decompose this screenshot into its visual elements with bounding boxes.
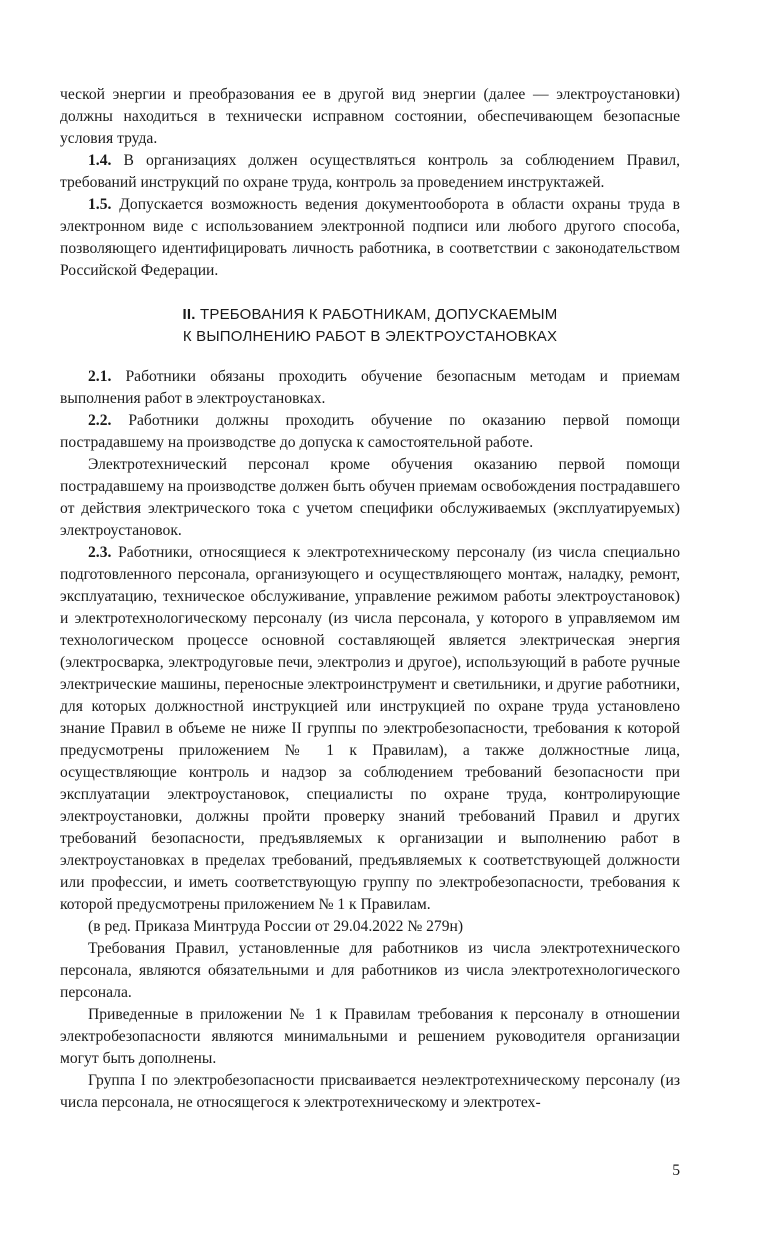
section-heading	[60, 304, 680, 348]
paragraph-text: ческой энергии и преобразования ее в другой вид энергии (далее — электроустановки) должны находиться в технически исправном состоянии, обеспечивающем безопасные условия труда.	[60, 86, 680, 147]
paragraph-1-4	[60, 150, 680, 194]
paragraph-2-2	[60, 410, 680, 454]
paragraph-text: Приведенные в приложении № 1 к Правилам требования к персоналу в отношении электробезопасности являются минимальными и решением руководителя организации могут быть дополнены.	[60, 1006, 680, 1067]
paragraph-text: Работники обязаны проходить обучение безопасным методам и приемам выполнения работ в электроустановках.	[60, 368, 680, 407]
paragraph-text: Электротехнический персонал кроме обучения оказанию первой помощи пострадавшему на производстве должен быть обучен приемам освобождения пострадавшего от действия электрического тока с учетом специфики обслуживаемых (эксплуатируемых) электроустановок.	[60, 456, 680, 539]
paragraph-amendment-note	[60, 916, 680, 938]
paragraph-continuation	[60, 84, 680, 150]
paragraph-text: Работники, относящиеся к электротехническому персоналу (из числа специально подготовленного персонала, организующего и осуществляющего монтаж, наладку, ремонт, эксплуатацию, техническое обслуживание, управление режимом работы электроустановок) и электротехнологическому персоналу (из числа персонала, у которого в управляемом им технологическом процессе основной составляющей является электрическая энергия (электросварка, электродуговые печи, электролиз и другое), использующий в работе ручные электрические машины, переносные электроинструмент и светильники, и другие работники, для которых должностной инструкцией или инструкцией по охране труда установлено знание Правил в объеме не ниже II группы по электробезопасности, требования к которой предусмотрены приложением № 1 к Правилам), а также должностные лица, осуществляющие контроль и надзор за соблюдением требований безопасности при эксплуатации электроустановок, специалисты по охране труда, контролирующие электроустановки, должны пройти проверку знаний требований Правил и других требований безопасности, предъявляемых к организации и выполнению работ в электроустановках в пределах требований, предъявляемых к соответствующей должности или профессии, и иметь соответствующую группу по электробезопасности, требования к которой предусмотрены приложением № 1 к Правилам.	[60, 544, 680, 913]
paragraph-text: Работники должны проходить обучение по оказанию первой помощи пострадавшему на производстве до допуска к самостоятельной работе.	[60, 412, 680, 451]
paragraph-number: 1.5.	[88, 196, 112, 213]
paragraph-2-1	[60, 366, 680, 410]
paragraph-text: (в ред. Приказа Минтруда России от 29.04.2022 № 279н)	[88, 918, 464, 935]
paragraph-number: 1.4.	[88, 152, 112, 169]
paragraph-electrotechnical-staff	[60, 454, 680, 542]
section-heading-line-1	[60, 304, 680, 326]
section-heading-text-1: ТРЕБОВАНИЯ К РАБОТНИКАМ, ДОПУСКАЕМЫМ	[195, 306, 558, 323]
paragraph-text: В организациях должен осуществляться контроль за соблюдением Правил, требований инструкций по охране труда, контроль за проведением инструктажей.	[60, 152, 680, 191]
paragraph-text: Требования Правил, установленные для работников из числа электротехнического персонала, являются обязательными и для работников из числа электротехнологического персонала.	[60, 940, 680, 1001]
paragraph-text: Группа I по электробезопасности присваивается неэлектротехническому персоналу (из числа персонала, не относящегося к электротехническому и электротех-	[60, 1072, 680, 1111]
paragraph-number: 2.2.	[88, 412, 112, 429]
section-numeral: II.	[182, 306, 196, 323]
paragraph-1-5	[60, 194, 680, 282]
section-heading-line-2: К ВЫПОЛНЕНИЮ РАБОТ В ЭЛЕКТРОУСТАНОВКАХ	[182, 328, 558, 345]
paragraph-number: 2.3.	[88, 544, 112, 561]
paragraph-text: Допускается возможность ведения документооборота в области охраны труда в электронном виде с использованием электронной подписи или любого другого способа, позволяющего идентифицировать личность работника, в соответствии с законодательством Российской Федерации.	[60, 196, 680, 279]
paragraph-number: 2.1.	[88, 368, 112, 385]
document-page	[60, 84, 680, 1114]
paragraph-2-3	[60, 542, 680, 916]
paragraph-requirements-mandatory	[60, 938, 680, 1004]
paragraph-group-one	[60, 1070, 680, 1114]
paragraph-requirements-minimal	[60, 1004, 680, 1070]
page-number: 5	[672, 1162, 680, 1179]
